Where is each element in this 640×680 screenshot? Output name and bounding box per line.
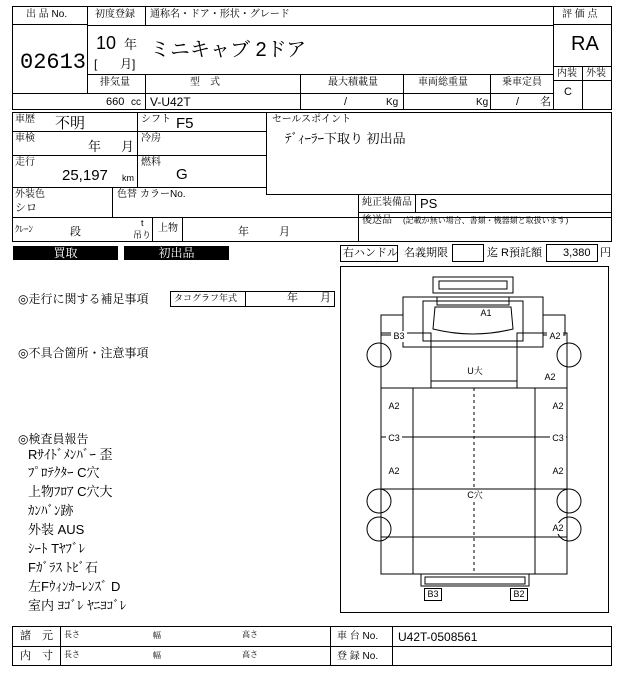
tachograph-month: 月 — [320, 292, 331, 304]
chassis-value: U42T-0508561 — [398, 630, 478, 644]
fuel-label: 燃料 — [141, 157, 161, 168]
history-value: 不明 — [55, 115, 86, 132]
aircon-label: 冷房 — [141, 133, 161, 144]
name-change-box — [452, 244, 484, 262]
report-line: 外装 AUS — [28, 522, 85, 537]
report-line: Fｶﾞﾗｽ ﾄﾋﾞ石 — [28, 560, 99, 575]
damage-mark: A2 — [547, 331, 563, 342]
tachograph-label: タコグラフ年式 — [174, 293, 238, 303]
damage-mark: A2 — [550, 523, 566, 534]
name-label: 通称名・ドア・形状・グレード — [150, 9, 290, 20]
chassis-label: 車 台 No. — [337, 631, 379, 642]
sales-point-text: ﾃﾞｨｰﾗｰ下取り 初出品 — [285, 131, 406, 146]
max-load-unit: Kg — [386, 97, 399, 108]
max-load-label: 最大積載量 — [328, 77, 378, 88]
damage-mark: B2 — [510, 588, 528, 601]
right-handle-label: 右ハンドル — [343, 247, 398, 259]
driving-notes-title: ◎走行に関する補足事項 — [18, 292, 149, 306]
first-listing-badge: 初出品 — [124, 246, 229, 260]
grade-label: 評 価 点 — [562, 9, 598, 20]
report-line: ｼｰﾄ Tﾔﾌﾞﾚ — [28, 541, 86, 556]
gross-weight-unit: Kg — [476, 97, 489, 108]
model-label: 型 式 — [190, 77, 220, 88]
defects-title: ◎不具合箇所・注意事項 — [18, 346, 149, 360]
report-line: ｶﾝﾊﾞﾝ跡 — [28, 503, 74, 518]
lot-number: 02613 — [20, 50, 87, 75]
sales-point-label: セールスポイント — [272, 114, 352, 125]
mileage-value: 25,197 — [62, 167, 108, 184]
recycle-value: 3,380 — [563, 247, 591, 259]
max-load-slash: / — [344, 96, 348, 108]
mileage-unit: km — [122, 173, 134, 183]
capacity-unit: 名 — [540, 96, 551, 108]
name-change-label: 名義期限 — [404, 247, 448, 259]
crane-hang: 吊り — [133, 230, 152, 240]
interior-dimensions-label: 内 寸 — [20, 650, 53, 662]
registration-label: 登 録 No. — [337, 651, 379, 662]
damage-diagram-frame — [340, 266, 609, 613]
report-line: Rｻｲﾄﾞﾒﾝﾊﾞｰ 歪 — [28, 447, 113, 462]
deck-year: 年 — [238, 226, 249, 238]
damage-mark: B3 — [424, 588, 442, 601]
damage-mark: C3 — [386, 433, 402, 444]
displacement-unit: cc — [131, 97, 141, 108]
reg-year-unit: 年 — [124, 37, 138, 52]
capacity-label: 乗車定員 — [502, 77, 542, 88]
buy-badge: 買取 — [13, 246, 118, 260]
deck-month: 月 — [279, 226, 290, 238]
crane-t: t — [141, 218, 144, 228]
fuel-value: G — [176, 166, 188, 183]
report-line: 上物ﾌﾛｱ C穴大 — [28, 484, 113, 499]
model-value: V-U42T — [150, 95, 191, 109]
car-name: ミニキャブ 2ドア — [150, 39, 307, 61]
recycle-prefix: 迄 — [487, 247, 498, 259]
color-code-label: カラーNo. — [140, 189, 186, 200]
damage-mark: A2 — [550, 466, 566, 477]
inspector-report-title: ◎検査員報告 — [18, 432, 89, 446]
gross-weight-label: 車両総重量 — [418, 77, 468, 88]
lot-label: 出 品 No. — [26, 9, 68, 20]
reg-label: 初度登録 — [95, 9, 135, 20]
color-value: シロ — [15, 202, 37, 214]
color-change-label: 色替 — [117, 189, 137, 200]
inspection-label: 車検 — [15, 133, 35, 144]
displacement-value: 660 — [106, 96, 125, 108]
report-line: 室内 ﾖｺﾞﾚ ﾔﾆﾖｺﾞﾚ — [28, 598, 127, 613]
spec-dimensions-label: 諸 元 — [20, 630, 53, 642]
damage-mark: C3 — [550, 433, 566, 444]
inspection-year: 年 — [88, 139, 102, 154]
inspection-month: 月 — [121, 139, 135, 154]
tachograph-year: 年 — [287, 292, 298, 304]
grade-value: RA — [571, 33, 599, 55]
displacement-label: 排気量 — [100, 77, 130, 88]
mileage-label: 走行 — [15, 157, 35, 168]
width-label-2: 幅 — [153, 651, 161, 660]
truck-outline-diagram — [341, 267, 608, 612]
deck-label: 上物 — [158, 223, 178, 234]
report-line: 左Fｳｨﾝｶｰﾚﾝｽﾞ D — [28, 579, 121, 594]
report-line: ﾌﾟﾛﾃｸﾀｰ C穴 — [28, 465, 100, 480]
length-label: 長さ — [64, 630, 80, 639]
equipment-label: 純正装備品 — [362, 197, 412, 208]
damage-mark: A1 — [478, 308, 494, 319]
height-label-2: 高さ — [242, 650, 258, 659]
damage-mark: A2 — [542, 372, 558, 383]
exterior-label: 外装 — [586, 68, 606, 79]
crane-label: ｸﾚｰﾝ — [15, 224, 34, 234]
recycle-label: R預託額 — [501, 247, 542, 259]
crane-tier: 段 — [70, 226, 81, 238]
length-label-2: 長さ — [64, 650, 80, 659]
interior-grade: C — [564, 86, 572, 98]
post-ship-label: 後送品 — [362, 215, 392, 226]
damage-mark: A2 — [386, 466, 402, 477]
history-label: 車歴 — [15, 114, 35, 125]
capacity-slash: / — [516, 96, 520, 108]
reg-year: 10 — [96, 33, 117, 53]
damage-mark: A2 — [386, 401, 402, 412]
equipment-value: PS — [420, 196, 438, 211]
reg-month-bracket: [ — [94, 57, 98, 71]
header-frame — [12, 6, 612, 110]
shift-label: シフト — [141, 114, 171, 125]
width-label: 幅 — [153, 631, 161, 640]
damage-mark: B3 — [391, 331, 407, 342]
height-label: 高さ — [242, 630, 258, 639]
color-label: 外装色 — [15, 189, 45, 200]
interior-label: 内装 — [557, 68, 577, 79]
damage-mark: U大 — [465, 366, 485, 377]
shift-value: F5 — [176, 115, 194, 132]
damage-mark: C穴 — [465, 490, 485, 501]
damage-mark: A2 — [550, 401, 566, 412]
recycle-unit: 円 — [600, 247, 611, 259]
post-ship-note: (記載が無い場合、書類・機器類と取扱います) — [403, 216, 569, 225]
reg-month-unit: 月] — [120, 57, 136, 71]
